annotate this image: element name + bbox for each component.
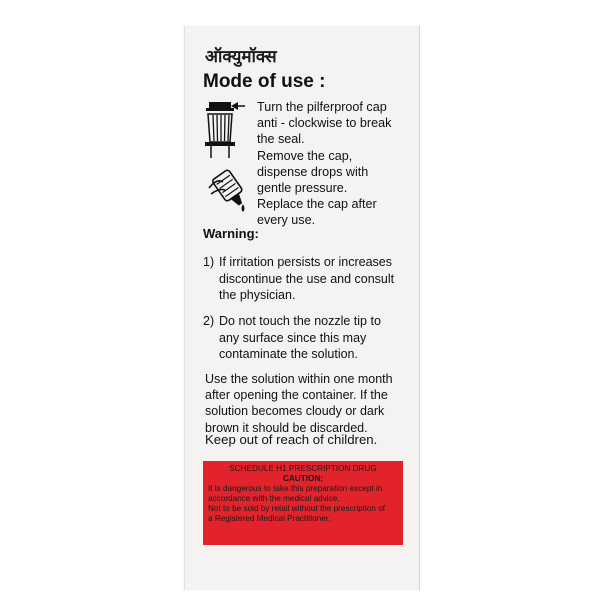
schedule-title: SCHEDULE H1 PRESCRIPTION DRUG	[229, 464, 377, 473]
instructions-text	[257, 99, 417, 229]
schedule-caution-box	[203, 461, 403, 545]
warning-number: 2)	[203, 314, 215, 328]
warning-line: discontinue the use and consult	[219, 271, 395, 286]
carton-panel	[184, 26, 420, 590]
mode-of-use-heading: Mode of use :	[203, 71, 326, 92]
usage-note	[205, 371, 415, 436]
instruction-line: Remove the cap,	[257, 148, 353, 163]
warning-line: Do not touch the nozzle tip to	[219, 314, 381, 328]
instruction-line: Turn the pilferproof cap	[257, 100, 387, 114]
warning-line: any surface since this may	[219, 330, 367, 345]
usage-line: solution becomes cloudy or dark	[205, 404, 385, 419]
caution-line: Not to be sold by retail without the prescription of	[208, 504, 386, 513]
brand-name-hindi: ऑक्युमॉक्स	[205, 47, 277, 67]
warning-line: the physician.	[219, 288, 296, 302]
caution-line: It is dangerous to take this preparation except in	[208, 484, 383, 493]
instruction-line: every use.	[257, 213, 316, 228]
instruction-line: anti - clockwise to break	[257, 116, 392, 131]
caution-line: accordance with the medical advice.	[208, 494, 340, 503]
dropper-squeeze-icon	[207, 158, 251, 216]
instruction-line: the seal.	[257, 132, 305, 147]
usage-line: Use the solution within one month	[205, 372, 393, 386]
instruction-line: Replace the cap after	[257, 197, 377, 212]
usage-line: after opening the container. If the	[205, 388, 388, 403]
usage-line: brown it should be discarded.	[205, 420, 368, 435]
caution-line: a Registered Medical Practitioner.	[208, 514, 331, 523]
caution-label: CAUTION:	[282, 474, 324, 483]
instruction-line: dispense drops with	[257, 164, 369, 179]
cap-unscrew-icon	[205, 96, 249, 162]
warning-item	[203, 254, 415, 304]
warning-item	[203, 313, 415, 363]
instruction-line: gentle pressure.	[257, 181, 348, 196]
warning-line: If irritation persists or increases	[219, 255, 392, 269]
keep-away-notice: Keep out of reach of children.	[205, 432, 378, 447]
warning-heading: Warning:	[203, 226, 259, 241]
warning-number: 1)	[203, 255, 215, 269]
warning-line: contaminate the solution.	[219, 347, 358, 361]
